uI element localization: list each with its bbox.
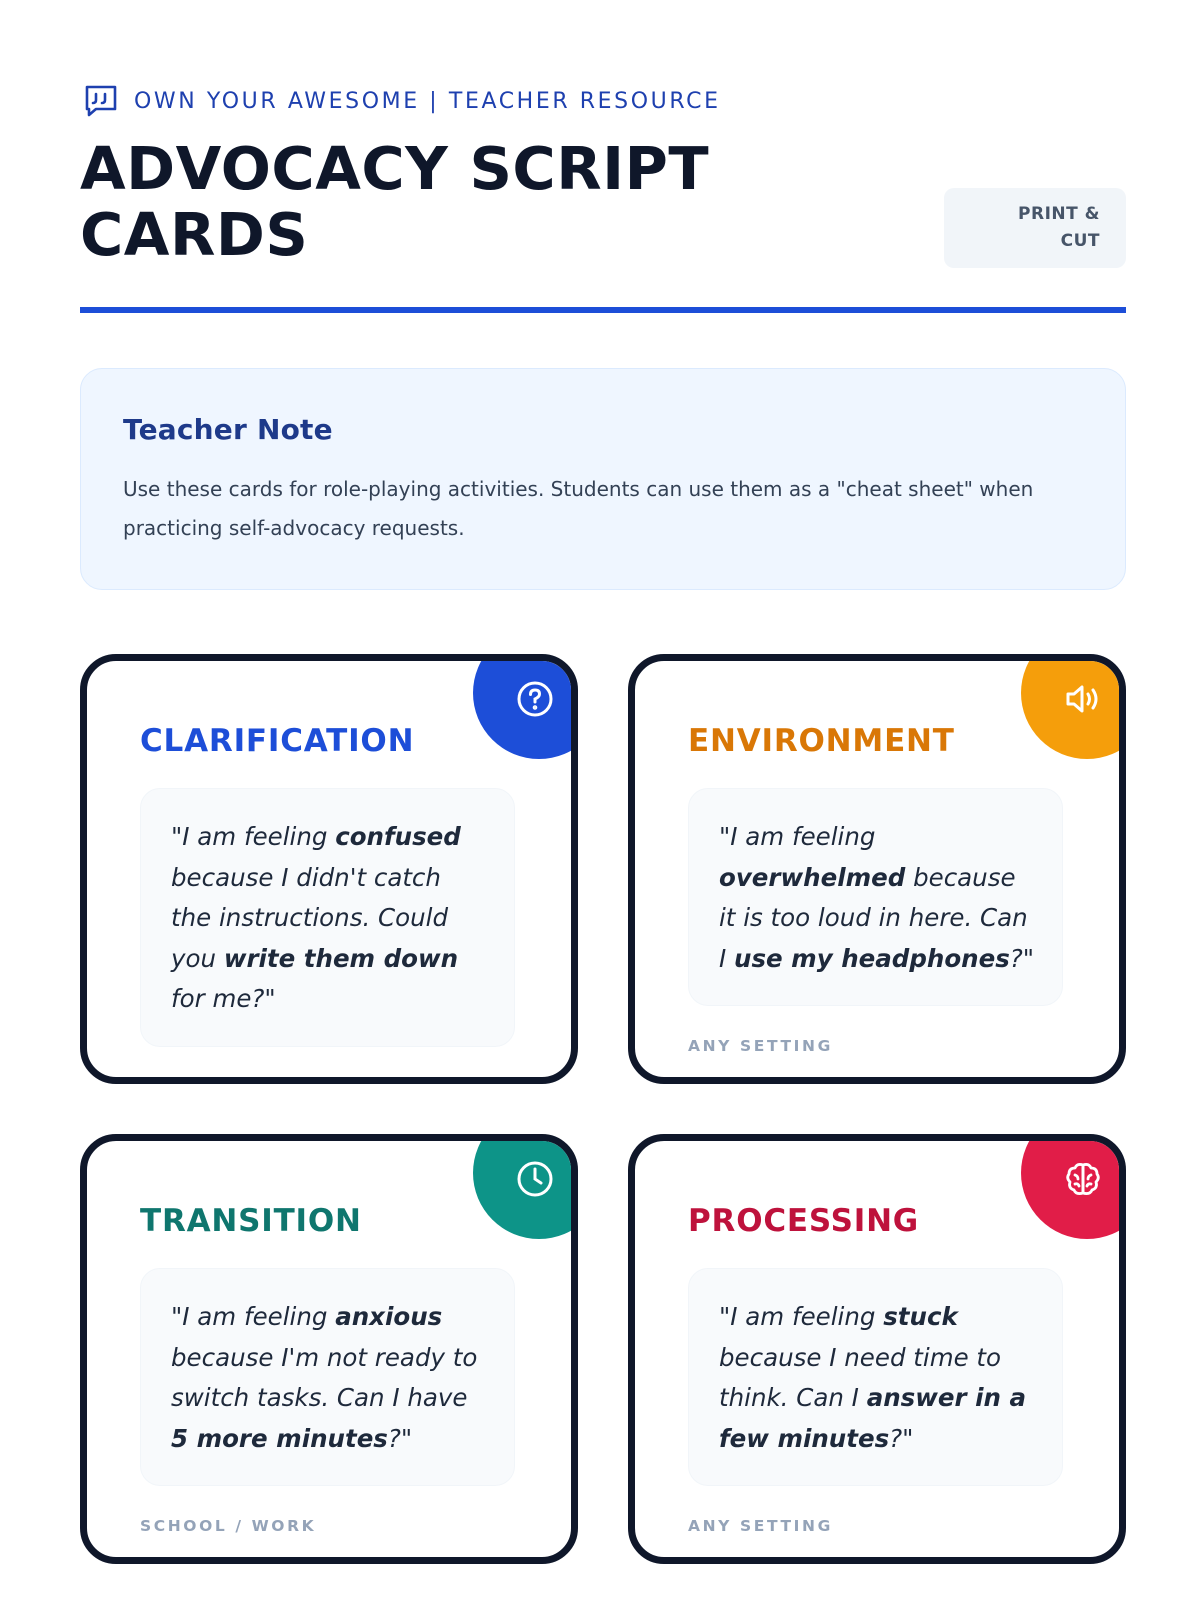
speaker-volume-icon xyxy=(1063,679,1103,719)
quote-keyword: write them down xyxy=(223,943,459,973)
quote-text: because I need time to think. Can I xyxy=(719,1342,1002,1412)
question-circle-icon xyxy=(515,679,555,719)
page-title: ADVOCACY SCRIPT CARDS xyxy=(80,134,710,269)
script-card-clarification xyxy=(80,654,578,1084)
card-title: TRANSITION xyxy=(140,1203,362,1239)
quote-text: because it is too loud in here. Can I xyxy=(719,862,1028,973)
card-script-quote xyxy=(688,788,1063,1006)
quote-keyword: answer in a few minutes xyxy=(719,1383,1027,1453)
quote-keyword: stuck xyxy=(883,1302,958,1331)
brain-icon xyxy=(1063,1159,1103,1199)
teacher-note xyxy=(80,368,1126,590)
quote-text: for me?" xyxy=(171,984,276,1013)
quote-keyword: 5 more minutes xyxy=(171,1423,388,1453)
card-title: ENVIRONMENT xyxy=(688,723,955,759)
quote-text: because I didn't catch the instructions. Could you xyxy=(171,862,449,973)
speech-bubble-quote-icon xyxy=(82,82,120,120)
quote-text: "I am feeling xyxy=(171,822,336,851)
print-cut-label: PRINT & CUT xyxy=(1018,204,1100,251)
card-script-quote xyxy=(140,1268,515,1486)
quote-text: "I am feeling xyxy=(719,822,876,851)
card-script-quote xyxy=(688,1268,1063,1486)
print-cut-button[interactable] xyxy=(944,188,1126,268)
clock-icon xyxy=(515,1159,555,1199)
card-title: CLARIFICATION xyxy=(140,723,415,759)
quote-keyword: use my headphones xyxy=(734,943,1010,973)
quote-keyword: overwhelmed xyxy=(719,862,906,892)
quote-text: "I am feeling xyxy=(719,1302,884,1331)
quote-text: ?" xyxy=(387,1423,413,1453)
quote-text: ?" xyxy=(889,1423,914,1453)
teacher-note-body: Use these cards for role-playing activities. Students can use them as a "cheat sheet" when practicing self-advocacy requests. xyxy=(123,477,1034,540)
teacher-note-title: Teacher Note xyxy=(123,413,333,446)
quote-text: because I'm not ready to switch tasks. Can I have xyxy=(171,1342,478,1412)
card-setting-tag: ANY SETTING xyxy=(688,1517,833,1535)
card-title: PROCESSING xyxy=(688,1203,920,1239)
quote-keyword: confused xyxy=(335,822,461,851)
quote-keyword: anxious xyxy=(335,1302,443,1331)
kicker-text: OWN YOUR AWESOME | TEACHER RESOURCE xyxy=(134,88,721,114)
header-divider xyxy=(80,307,1126,313)
script-card-transition xyxy=(80,1134,578,1564)
quote-text: "I am feeling xyxy=(171,1302,336,1331)
card-script-quote xyxy=(140,788,515,1047)
card-setting-tag: SCHOOL / WORK xyxy=(140,1517,317,1535)
quote-text: ?" xyxy=(1009,943,1035,973)
card-setting-tag: ANY SETTING xyxy=(688,1037,833,1055)
kicker xyxy=(82,82,721,120)
script-card-processing xyxy=(628,1134,1126,1564)
script-card-environment xyxy=(628,654,1126,1084)
